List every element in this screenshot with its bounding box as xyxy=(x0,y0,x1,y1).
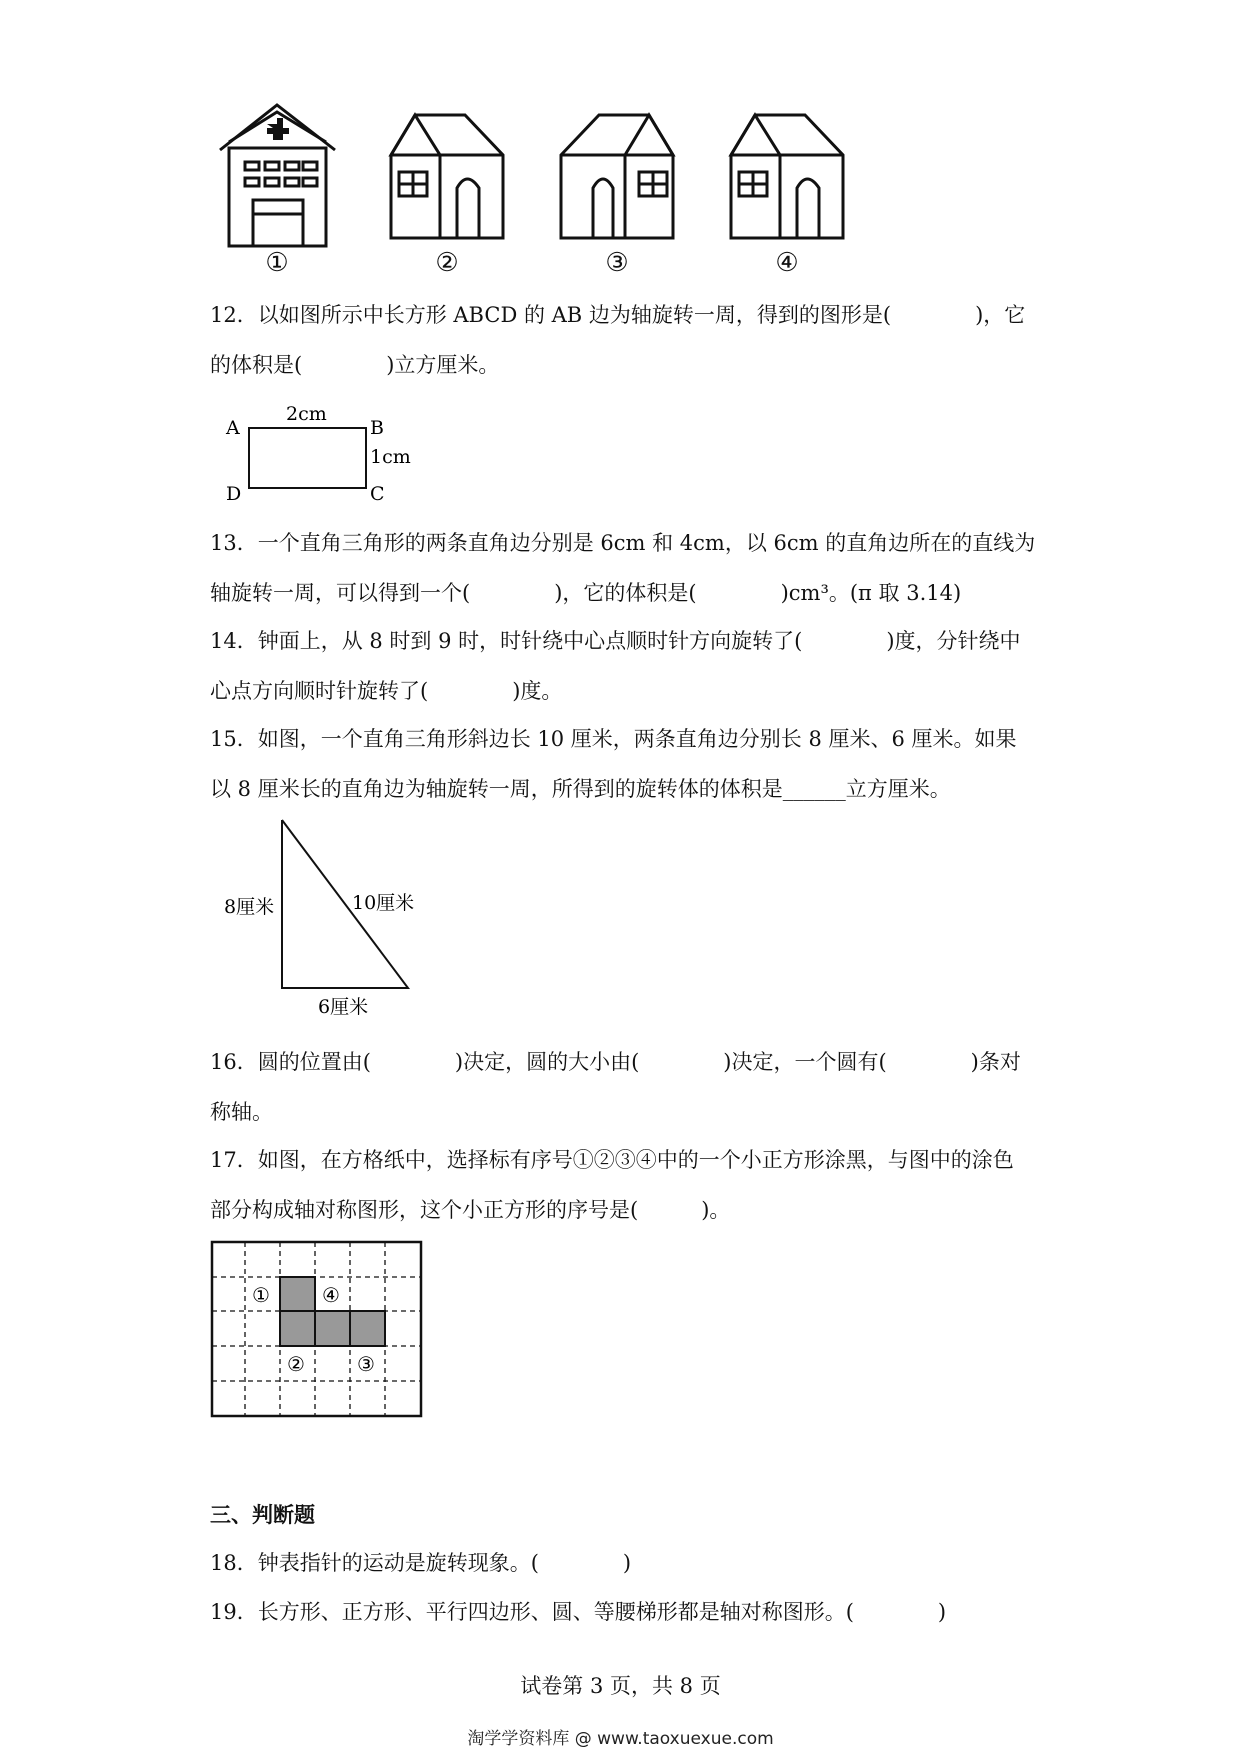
grid-label-1: ① xyxy=(252,1283,270,1307)
q16-line2: 称轴。 xyxy=(210,1100,273,1124)
q12-label-d: D xyxy=(226,483,242,505)
grid-label-3: ③ xyxy=(357,1352,375,1376)
house-label-2: ② xyxy=(435,248,459,278)
q12-label-a: A xyxy=(226,417,240,439)
grid-label-4: ④ xyxy=(322,1283,340,1307)
q19-text: 19．长方形、正方形、平行四边形、圆、等腰梯形都是轴对称图形。( ) xyxy=(210,1600,947,1624)
house-label-1: ① xyxy=(265,248,289,278)
house-hospital-figure xyxy=(215,100,340,254)
q17-line1: 17．如图，在方格纸中，选择标有序号①②③④中的一个小正方形涂黑，与图中的涂色 xyxy=(210,1148,1014,1172)
q15-line2: 以 8 厘米长的直角边为轴旋转一周，所得到的旋转体的体积是______立方厘米。 xyxy=(210,777,951,801)
q12-line1: 12．以如图所示中长方形 ABCD 的 AB 边为轴旋转一周，得到的图形是( )，它 xyxy=(210,303,1026,327)
q13-line1: 13．一个直角三角形的两条直角边分别是 6cm 和 4cm，以 6cm 的直角边所在的直线为 xyxy=(210,531,1036,555)
q18-text: 18．钟表指针的运动是旋转现象。( ) xyxy=(210,1551,632,1575)
house-label-4: ④ xyxy=(775,248,799,278)
q12-label-b: B xyxy=(370,417,384,439)
q15-line1: 15．如图，一个直角三角形斜边长 10 厘米，两条直角边分别长 8 厘米、6 厘米。如果 xyxy=(210,727,1017,751)
watermark: 淘学学资料库 @ www.taoxuexue.com xyxy=(467,1729,774,1749)
q15-label-left: 8厘米 xyxy=(224,896,275,918)
q12-rectangle-figure xyxy=(220,400,420,514)
q15-label-hyp: 10厘米 xyxy=(352,892,415,914)
q14-line2: 心点方向顺时针旋转了( )度。 xyxy=(210,679,563,703)
house-side-figure xyxy=(555,100,680,254)
q16-line1: 16．圆的位置由( )决定，圆的大小由( )决定，一个圆有( )条对 xyxy=(210,1050,1021,1074)
q15-triangle-figure xyxy=(220,815,440,1024)
house-front-figure xyxy=(385,100,510,254)
q12-label-width: 2cm xyxy=(286,403,327,425)
q17-line2: 部分构成轴对称图形，这个小正方形的序号是( )。 xyxy=(210,1198,731,1222)
section-3-title: 三、判断题 xyxy=(210,1502,315,1527)
q14-line1: 14．钟面上，从 8 时到 9 时，时针绕中心点顺时针方向旋转了( )度，分针绕中 xyxy=(210,629,1021,653)
q12-label-height: 1cm xyxy=(370,446,411,468)
q13-line2: 轴旋转一周，可以得到一个( )，它的体积是( )cm³。(π 取 3.14) xyxy=(210,581,962,605)
q12-line2: 的体积是( )立方厘米。 xyxy=(210,353,500,377)
q15-label-bottom: 6厘米 xyxy=(318,996,369,1018)
q17-grid-figure xyxy=(210,1240,425,1424)
grid-label-2: ② xyxy=(287,1352,305,1376)
q12-label-c: C xyxy=(370,483,385,505)
house-corner-figure xyxy=(725,100,850,254)
page-footer: 试卷第 3 页，共 8 页 xyxy=(520,1674,721,1698)
house-label-3: ③ xyxy=(605,248,629,278)
